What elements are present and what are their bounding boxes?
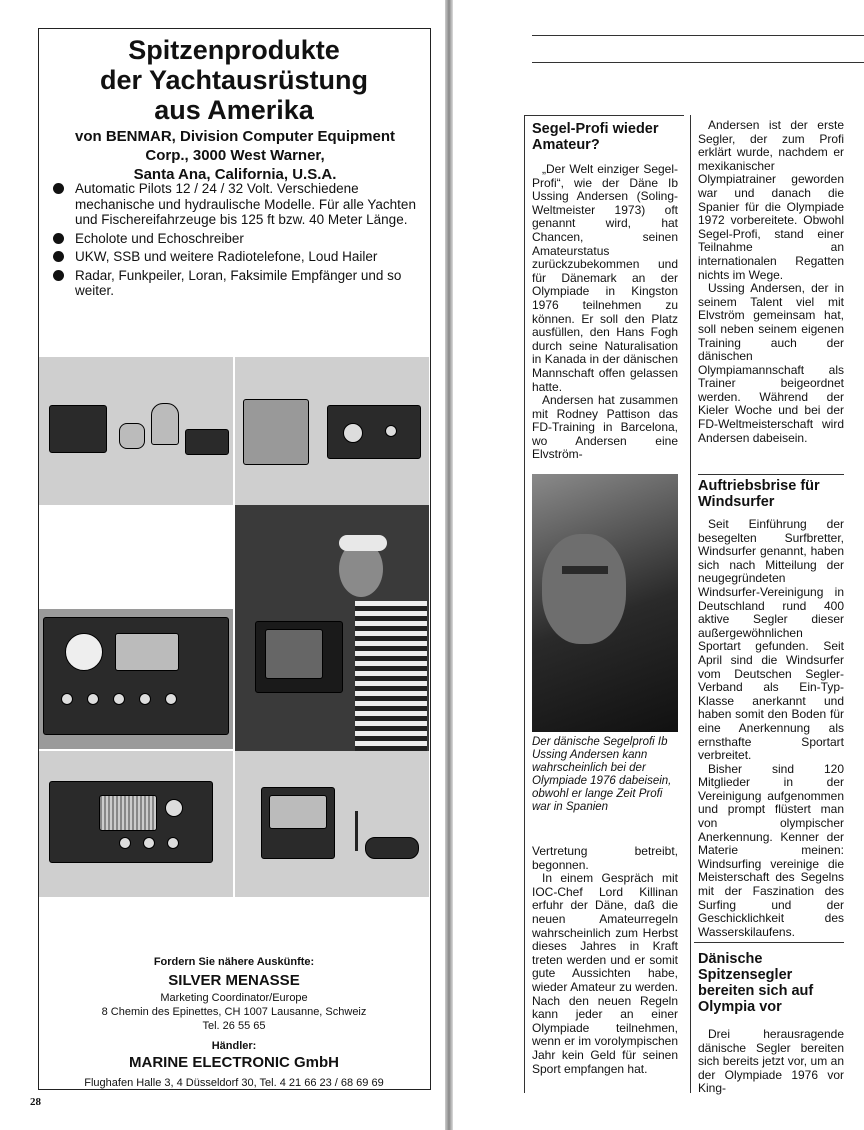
ad-subtitle — [45, 127, 425, 184]
article-paragraph: Vertretung betreibt, begonnen. — [532, 844, 678, 872]
ad-bullet-text: Automatic Pilots 12 / 24 / 32 Volt. Verschiedene mechanische und hydraulische Modelle. Für alle Yachten und Fischereifahrzeuge bis 125 ft bzw. 40 Meter Länge. — [75, 181, 416, 227]
ad-bullet-text: Radar, Funkpeiler, Loran, Faksimile Empfänger und so weiter. — [75, 267, 402, 298]
radiotelephone-photo — [39, 609, 233, 749]
ad-bullet-text: Echolote und Echoschreiber — [75, 230, 244, 246]
article-body — [698, 518, 844, 939]
article-paragraph: Andersen hat zusammen mit Rodney Pattison das FD-Training in Barcelona, wo Andersen eine Elvström- — [532, 393, 678, 462]
bullet-icon — [53, 251, 64, 262]
woman-with-radar-photo — [235, 505, 429, 751]
ad-title-line: der Yachtausrüstung — [99, 65, 369, 95]
echo-sounder-photo — [235, 357, 429, 505]
ad-contact-block — [39, 955, 429, 1090]
ad-dealer-label: Händler: — [211, 1040, 257, 1052]
article-paragraph: In einem Gespräch mit IOC-Chef Lord Killinan erfuhr der Däne, daß die neuen Amateurregeln wahrscheinlich zum Herbst dieses Jahres in Kraft treten werden und er somit gute Aussichten habe, wieder Amateur zu werden. Nach den neuen Regeln kann jeder an einer Olympiade teilnehmen, wenn er im vorolympischen Jahr kein Geld für seinen Sport empfangen hat. — [532, 871, 678, 1076]
article-body — [698, 1028, 844, 1096]
article-headline: Segel-Profi wieder Amateur? — [532, 121, 659, 153]
article-paragraph: „Der Welt einziger Segel-Profi“, wie der Däne Ib Ussing Andersen (Soling-Weltmeister 1973) oft genannt wird, hat Chancen, seinen Amateurstatus zurückzubekommen und für Dänemark an der Olympiade in Kingston 1976 teilnehmen zu können. Er soll den Platz ausfüllen, den Hans Fogh durch seine Naturalisation in Kanada in der dänischen Mannschaft offen gelassen hatte. — [532, 162, 678, 394]
ad-role: Marketing Coordinator/Europe — [160, 992, 308, 1004]
advertisement — [38, 28, 431, 1090]
article-paragraph: Drei herausragende dänische Segler bereiten sich bereits jetzt vor, um an der Olympiade 1976 vor King- — [698, 1027, 844, 1096]
article-rule — [694, 942, 844, 943]
ad-title-line: Spitzenprodukte — [128, 35, 340, 65]
ad-dealer-address: Flughafen Halle 3, 4 Düsseldorf 30, Tel. 4 21 66 23 / 68 69 69 — [84, 1077, 384, 1089]
vhf-radio-photo — [235, 751, 429, 897]
article-paragraph: Bisher sind 120 Mitglieder in der Vereinigung aufgenommen und prompt flüstert man von olympischer Anerkennung. Kenner der Materie meinen: Windsurfing vereinige die Meisterschaft des Segelns mit der Faszination des Surfing und der Geschicklichkeit des Wasserskilaufens. — [698, 761, 844, 939]
photo-caption: Der dänische Segelprofi Ib Ussing Andersen kann wahrscheinlich bei der Olympiade 1976 dabeisein, obwohl er lange Zeit Profi war in Spanien — [532, 736, 672, 813]
ad-subtitle-line: Santa Ana, California, U.S.A. — [133, 166, 337, 183]
top-rule — [532, 35, 864, 36]
bullet-icon — [53, 270, 64, 281]
page-gutter — [445, 0, 453, 1130]
ad-subtitle-line: von BENMAR, Division Computer Equipment — [74, 128, 395, 145]
ad-bullet-item — [51, 181, 423, 228]
top-rule — [532, 62, 864, 63]
ad-title-line: aus Amerika — [154, 95, 314, 125]
article-body — [532, 845, 678, 1076]
autopilot-products-photo — [39, 357, 233, 505]
page-number: 28 — [30, 1096, 41, 1108]
bullet-icon — [53, 233, 64, 244]
ad-title — [39, 35, 429, 125]
ad-bullet-item — [51, 231, 423, 247]
ad-address: 8 Chemin des Epinettes, CH 1007 Lausanne, Schweiz — [101, 1006, 367, 1018]
article-body — [698, 119, 844, 445]
column-rule — [524, 115, 684, 116]
ad-bullet-list — [51, 181, 423, 302]
article-paragraph: Seit Einführung der besegelten Surfbretter, Windsurfer genannt, haben sich nach Mitteilung der neugegründeten Windsurfer-Vereinigung in Deutschland rund 400 aktive Segler dieser außergewöhnlichen Sportart gefunden. Seit April sind die Windsurfer vom Deutschen Segler-Verband als Ein-Typ-Klasse anerkannt und haben somit den Boden für eine Anerkennung als ernsthafte Sportart verbreitet. — [698, 517, 844, 763]
ad-subtitle-line: Corp., 3000 West Warner, — [145, 147, 325, 164]
ad-request-text: Fordern Sie nähere Auskünfte: — [153, 956, 315, 968]
article-headline: Auftriebsbrise für Windsurfer — [698, 478, 820, 510]
column-divider — [690, 115, 691, 1093]
ad-company-name: SILVER MENASSE — [168, 972, 300, 989]
sailor-portrait-photo — [532, 474, 678, 732]
article-rule — [698, 474, 844, 475]
article-paragraph: Andersen ist der erste Segler, der zum Profi erklärt wurde, nachdem er mexikanischer Olympiatrainer geworden war und danach die Spanier für die Olympiade 1972 vorbereitete. Obwohl Segel-Profi, stand einer Teilnahme an internationalen Regatten nichts im Wege. — [698, 118, 844, 282]
column-divider — [524, 115, 525, 1093]
ad-dealer-name: MARINE ELECTRONIC GmbH — [129, 1054, 339, 1071]
article-body — [532, 163, 678, 462]
ad-phone: Tel. 26 55 65 — [202, 1020, 266, 1032]
ad-bullet-item — [51, 268, 423, 299]
ssb-radio-photo — [39, 751, 233, 897]
bullet-icon — [53, 183, 64, 194]
article-paragraph: Ussing Andersen, der in seinem Talent viel mit Elvström gemeinsam hat, soll neben seinem eigenen Training auch der dänischen Olympiamannschaft als Trainer beigeordnet werden. Während der Kieler Woche und bei der FD-Weltmeisterschaft wird Andersen dabeisein. — [698, 281, 844, 445]
ad-bullet-text: UKW, SSB und weitere Radiotelefone, Loud Hailer — [75, 249, 378, 264]
article-headline: Dänische Spitzensegler bereiten sich auf Olympia vor — [698, 951, 814, 1015]
ad-bullet-item — [51, 249, 423, 265]
